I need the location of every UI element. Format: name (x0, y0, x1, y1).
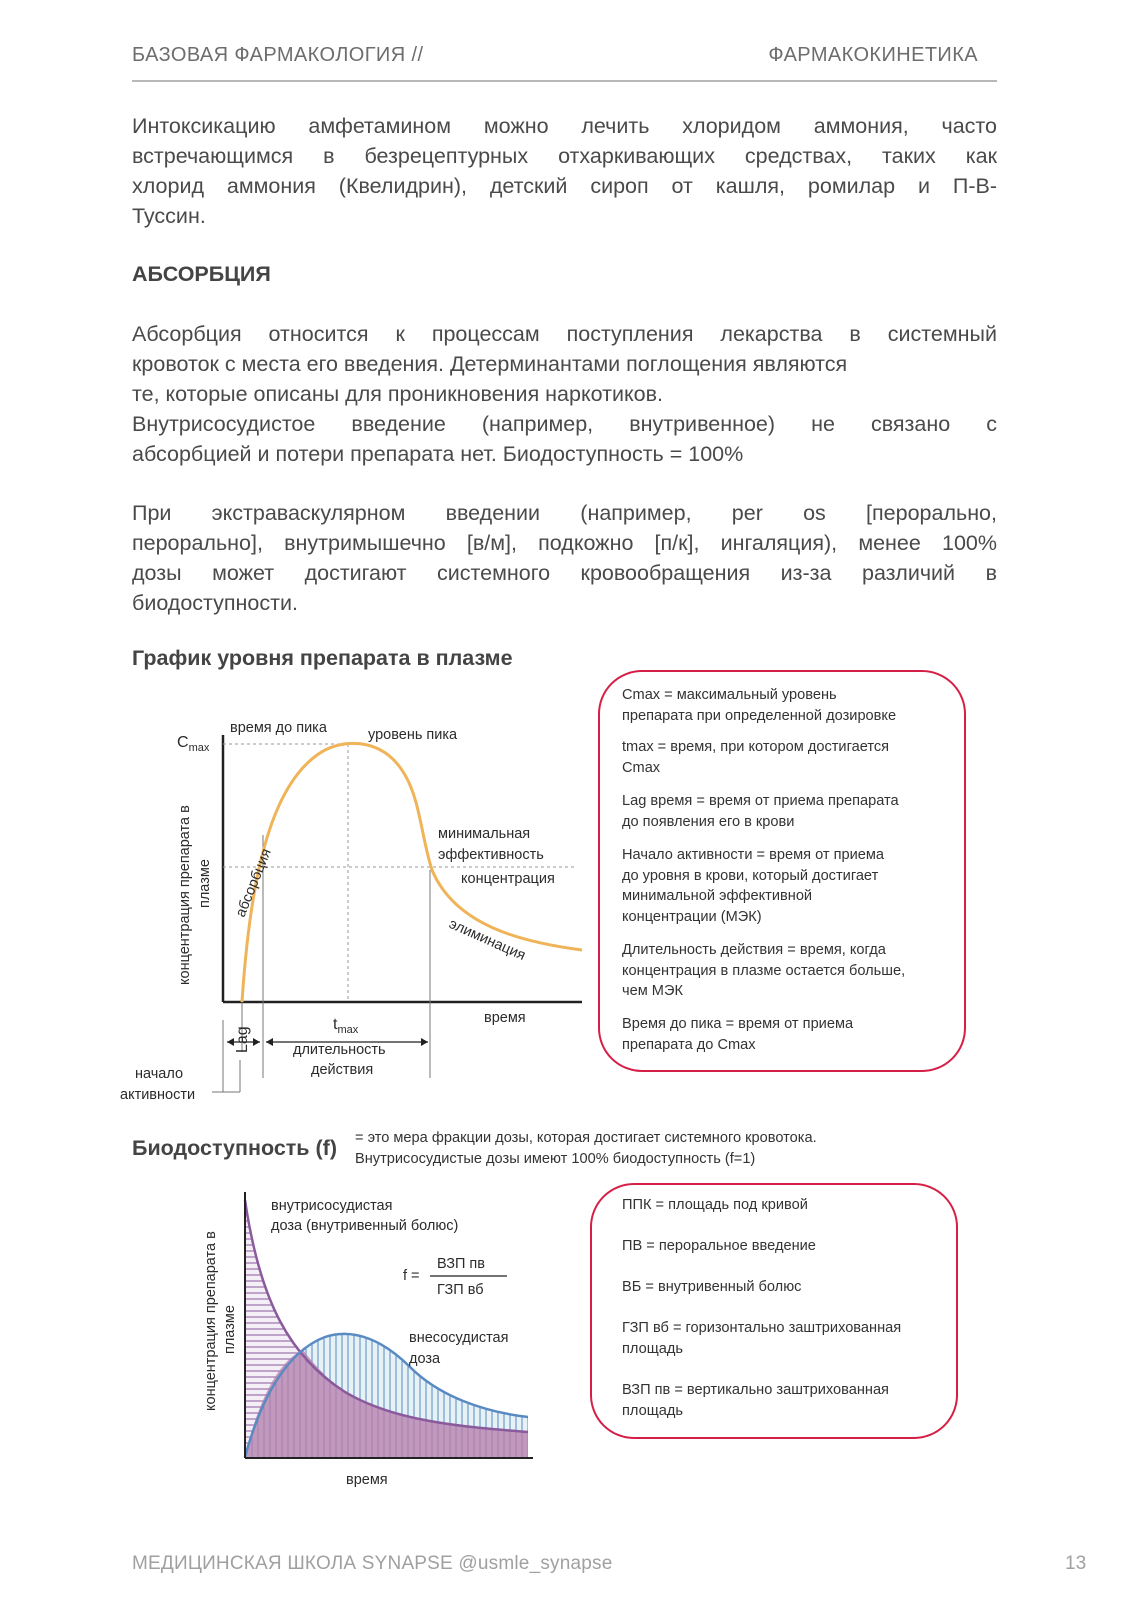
text-line: Внутрисосудистое введение (например, внутривенное) не связано с (132, 412, 997, 436)
definition-duration (622, 940, 905, 1002)
tmax-label: $t_{max}$ (333, 1016, 359, 1036)
time-to-peak-label: время до пика (230, 720, 327, 736)
text-line: встречающимся в безрецептурных отхаркивающих средствах, таких как (132, 144, 997, 168)
f-numerator: ВЗП пв (437, 1256, 485, 1272)
abbr-horizontal-area (622, 1318, 901, 1359)
definition-line: препарата до Cmax (622, 1036, 756, 1053)
header-divider (132, 80, 997, 82)
mec-label-line2: эффективность (438, 847, 544, 863)
text-line: При экстраваскулярном введении (например, per os [перорально, (132, 501, 997, 525)
abbr-line: ВБ = внутривенный болюс (622, 1279, 802, 1295)
definition-lag (622, 791, 899, 832)
ev-label-line2: доза (409, 1351, 441, 1367)
definition-line: Начало активности = время от приема (622, 847, 885, 863)
abbr-line: ПВ = пероральное введение (622, 1238, 816, 1254)
abbr-line: ГЗП вб = горизонтально заштрихованная (622, 1320, 902, 1336)
text-line: кровоток с места его введения. Детерминантами поглощения являются (132, 352, 848, 376)
f-label: f = (403, 1268, 420, 1284)
text-line: абсорбцией и потери препарата нет. Биодоступность = 100% (132, 442, 744, 466)
onset-label-line1: начало (135, 1066, 184, 1082)
definition-onset (622, 845, 884, 927)
duration-label-line1: длительность (293, 1042, 386, 1058)
extravascular-paragraph (132, 498, 997, 618)
iv-label-line1: внутрисосудистая (271, 1198, 393, 1214)
definition-line: Lag время = время от приема препарата (622, 793, 899, 809)
arrow-head (227, 1038, 234, 1046)
abbr-iv-bolus (622, 1277, 801, 1298)
footer-school: МЕДИЦИНСКАЯ ШКОЛА SYNAPSE @usmle_synapse (132, 1553, 613, 1574)
arrow-head (421, 1038, 428, 1046)
definition-tmax (622, 737, 889, 778)
header-right: ФАРМАКОКИНЕТИКА (768, 44, 978, 66)
definition-cmax (622, 685, 896, 726)
x-axis-label: время (346, 1472, 388, 1488)
definition-line: tmax = время, при котором достигается (622, 739, 890, 755)
intro-paragraph (132, 111, 997, 231)
text-line: те, которые описаны для проникновения наркотиков. (132, 382, 663, 406)
y-axis-label-line2: плазме (197, 859, 213, 908)
lag-label: Lag (234, 1026, 251, 1053)
definition-line: Длительность действия = время, когда (622, 942, 886, 958)
y-axis-label-line1: концентрация препарата в (203, 1231, 219, 1411)
text-line: перорально], внутримышечно [в/м], подкожно [п/к], ингаляция), менее 100% (132, 531, 997, 555)
definition-line: до уровня в крови, который достигает (622, 867, 879, 884)
mec-label-line1: минимальная (438, 826, 531, 842)
abbr-line: площадь (622, 1340, 683, 1357)
definition-line: Cmax (622, 759, 661, 776)
bioavailability-chart (195, 1182, 565, 1494)
absorption-label: абсорбция (232, 846, 275, 920)
text-line: дозы может достигают системного кровообращения из-за различий в (132, 561, 997, 585)
abbr-line: ППК = площадь под кривой (622, 1197, 808, 1213)
ev-label-line1: внесосудистая (409, 1330, 509, 1346)
definition-line: Cmax = максимальный уровень (622, 687, 837, 703)
onset-label-line2: активности (120, 1087, 196, 1103)
y-axis-label-line1: концентрация препарата в (177, 805, 193, 985)
definition-line: минимальной эффективной (622, 888, 813, 904)
absorption-paragraph (132, 319, 997, 469)
section-heading: АБСОРБЦИЯ (132, 262, 271, 286)
duration-label-line2: действия (311, 1062, 374, 1078)
abbr-oral (622, 1236, 816, 1257)
cmax-label: $C_{max}$ (177, 734, 210, 754)
definition-line: чем МЭК (622, 983, 683, 999)
bioavailability-title: Биодоступность (f) (132, 1136, 337, 1160)
definition-line: концентрации (МЭК) (622, 908, 762, 925)
definition-time-to-peak (622, 1014, 853, 1055)
page-number: 13 (1065, 1553, 1087, 1574)
text-line: биодоступности. (132, 591, 298, 615)
definition-line: концентрация в плазме остается больше, (622, 962, 906, 979)
arrow-head (266, 1038, 273, 1046)
definition-line: препарата при определенной дозировке (622, 707, 897, 724)
description-line: Внутрисосудистые дозы имеют 100% биодоступность (f=1) (355, 1151, 756, 1167)
x-axis-label: время (484, 1010, 526, 1026)
f-denominator: ГЗП вб (437, 1282, 484, 1298)
iv-label-line2: доза (внутривенный болюс) (271, 1218, 459, 1234)
definition-line: Время до пика = время от приема (622, 1016, 854, 1032)
plasma-level-chart (100, 680, 600, 1110)
text-line: Интоксикацию амфетамином можно лечить хлоридом аммония, часто (132, 114, 997, 138)
arrow-head (253, 1038, 260, 1046)
definition-line: до появления его в крови (622, 813, 795, 830)
description-line: = это мера фракции дозы, которая достигает системного кровотока. (355, 1130, 817, 1146)
y-axis-label-line2: плазме (222, 1305, 238, 1354)
peak-level-label: уровень пика (368, 727, 458, 743)
mec-label-line3: концентрация (461, 871, 555, 887)
header-left: БАЗОВАЯ ФАРМАКОЛОГИЯ // (132, 44, 424, 66)
abbr-auc (622, 1195, 808, 1216)
abbr-vertical-area (622, 1380, 889, 1421)
abbr-line: ВЗП пв = вертикально заштрихованная (622, 1382, 889, 1398)
text-line: хлорид аммония (Квелидрин), детский сироп от кашля, ромилар и П-В- (132, 174, 997, 198)
abbr-line: площадь (622, 1402, 683, 1419)
text-line: Абсорбция относится к процессам поступления лекарства в системный (132, 322, 997, 346)
text-line: Туссин. (132, 204, 206, 228)
plasma-chart-title: График уровня препарата в плазме (132, 646, 513, 670)
bioavailability-description (355, 1128, 817, 1170)
elimination-label: элиминация (446, 916, 528, 965)
